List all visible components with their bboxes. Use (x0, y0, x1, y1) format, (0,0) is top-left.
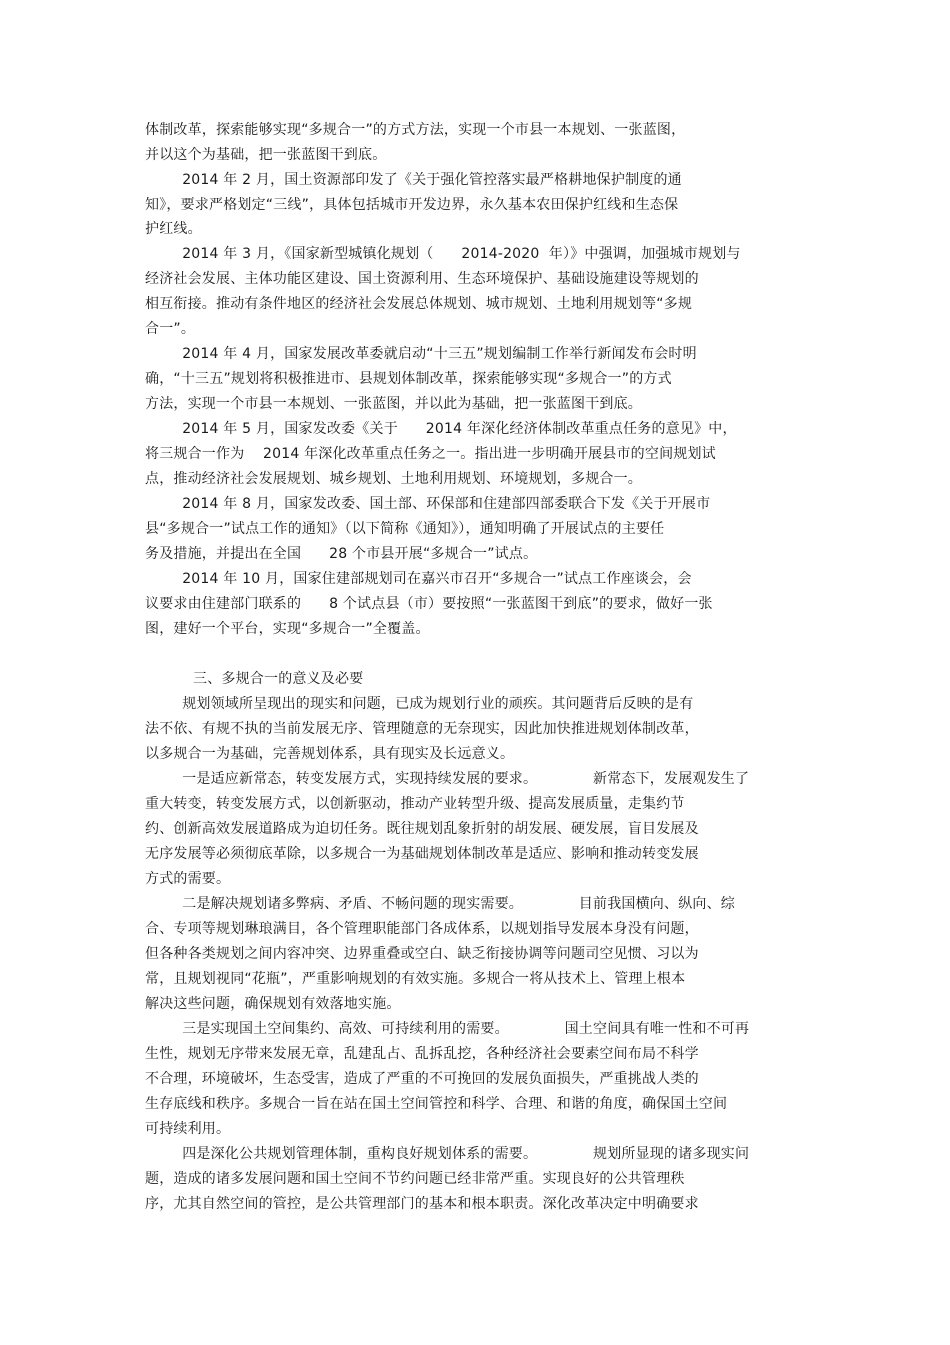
text-line: 方法，实现一个市县一本规划、一张蓝图，并以此为基础，把一张蓝图干到底。 (145, 396, 642, 412)
text-line: 可持续利用。 (145, 1121, 231, 1137)
text-line: 解决这些问题，确保规划有效落地实施。 (145, 996, 401, 1012)
text-line: 常，且规划视同“花瓶”，严重影响规划的有效实施。多规合一将从技术上、管理上根本 (145, 971, 686, 987)
text-line: 将三规合一作为 2014 年深化改革重点任务之一。指出进一步明确开展县市的空间规划试 (145, 446, 716, 462)
text-line: 2014 年 10 月，国家住建部规划司在嘉兴市召开“多规合一”试点工作座谈会，会 (145, 571, 692, 587)
text-line: 重大转变，转变发展方式，以创新驱动，推动产业转型升级、提高发展质量，走集约节 (145, 796, 685, 812)
text-line: 并以这个为基础，把一张蓝图干到底。 (145, 147, 387, 163)
text-line: 二是解决规划诸多弊病、矛盾、不畅问题的现实需要。 目前我国横向、纵向、综 (145, 896, 736, 912)
text-line: 相互衔接。推动有条件地区的经济社会发展总体规划、城市规划、土地利用规划等“多规 (145, 296, 693, 312)
text-line: 但各种各类规划之间内容冲突、边界重叠或空白、缺乏衔接协调等问题司空见惯、习以为 (145, 946, 699, 962)
text-line: 点，推动经济社会发展规划、城乡规划、土地利用规划、环境规划，多规合一。 (145, 471, 642, 487)
text-line: 序，尤其自然空间的管控，是公共管理部门的基本和根本职责。深化改革决定中明确要求 (145, 1196, 699, 1212)
text-line: 无序发展等必须彻底革除，以多规合一为基础规划体制改革是适应、影响和推动转变发展 (145, 846, 699, 862)
text-line: 合、专项等规划琳琅满目，各个管理职能部门各成体系，以规划指导发展本身没有问题， (145, 921, 699, 937)
text-line: 经济社会发展、主体功能区建设、国土资源利用、生态环境保护、基础设施建设等规划的 (145, 271, 699, 287)
text-line: 图，建好一个平台，实现“多规合一”全覆盖。 (145, 621, 430, 637)
text-line: 方式的需要。 (145, 871, 231, 887)
text-line: 2014 年 4 月，国家发展改革委就启动“十三五”规划编制工作举行新闻发布会时明 (145, 346, 697, 362)
text-line: 2014 年 3 月，《国家新型城镇化规划（ 2014-2020 年）》中强调，加强城市规划与 (145, 246, 741, 262)
text-line: 2014 年 8 月，国家发改委、国土部、环保部和住建部四部委联合下发《关于开展市 (145, 496, 711, 512)
text-line: 议要求由住建部门联系的 8 个试点县（市）要按照“一张蓝图干到底”的要求，做好一张 (145, 596, 713, 612)
text-line: 法不依、有规不执的当前发展无序、管理随意的无奈现实，因此加快推进规划体制改革， (145, 721, 699, 737)
text-line: 一是适应新常态，转变发展方式，实现持续发展的要求。 新常态下，发展观发生了 (145, 771, 750, 787)
text-line: 不合理，环境破坏，生态受害，造成了严重的不可挽回的发展负面损失，严重挑战人类的 (145, 1071, 699, 1087)
text-line: 题，造成的诸多发展问题和国土空间不节约问题已经非常严重。实现良好的公共管理秩 (145, 1171, 685, 1187)
text-line: 约、创新高效发展道路成为迫切任务。既往规划乱象折射的胡发展、硬发展，盲目发展及 (145, 821, 699, 837)
text-line: 生存底线和秩序。多规合一旨在站在国土空间管控和科学、合理、和谐的角度，确保国土空间 (145, 1096, 728, 1112)
text-line: 确，“十三五”规划将积极推进市、县规划体制改革，探索能够实现“多规合一”的方式 (145, 371, 672, 387)
text-line: 规划领域所呈现出的现实和问题，已成为规划行业的顽疾。其问题背后反映的是有 (145, 696, 694, 712)
text-line: 生性，规划无序带来发展无章，乱建乱占、乱拆乱挖，各种经济社会要素空间布局不科学 (145, 1046, 699, 1062)
text-line: 四是深化公共规划管理体制，重构良好规划体系的需要。 规划所显现的诸多现实问 (145, 1146, 750, 1162)
text-line: 三是实现国土空间集约、高效、可持续利用的需要。 国土空间具有唯一性和不可再 (145, 1021, 750, 1037)
section-heading: 三、多规合一的意义及必要 (193, 671, 364, 687)
text-line: 知》，要求严格划定“三线”，具体包括城市开发边界，永久基本农田保护红线和生态保 (145, 197, 679, 213)
text-line: 务及措施，并提出在全国 28 个市县开展“多规合一”试点。 (145, 546, 538, 562)
text-line: 合一”。 (145, 321, 196, 337)
text-line: 护红线。 (145, 221, 202, 237)
text-line: 2014 年 5 月，国家发改委《关于 2014 年深化经济体制改革重点任务的意见》中， (145, 421, 737, 437)
text-line: 以多规合一为基础，完善规划体系，具有现实及长远意义。 (145, 746, 515, 762)
text-line: 2014 年 2 月，国土资源部印发了《关于强化管控落实最严格耕地保护制度的通 (145, 172, 682, 188)
text-line: 县“多规合一”试点工作的通知》（以下简称《通知》），通知明确了开展试点的主要任 (145, 521, 665, 537)
text-line: 体制改革，探索能够实现“多规合一”的方式方法，实现一个市县一本规划、一张蓝图， (145, 122, 686, 138)
